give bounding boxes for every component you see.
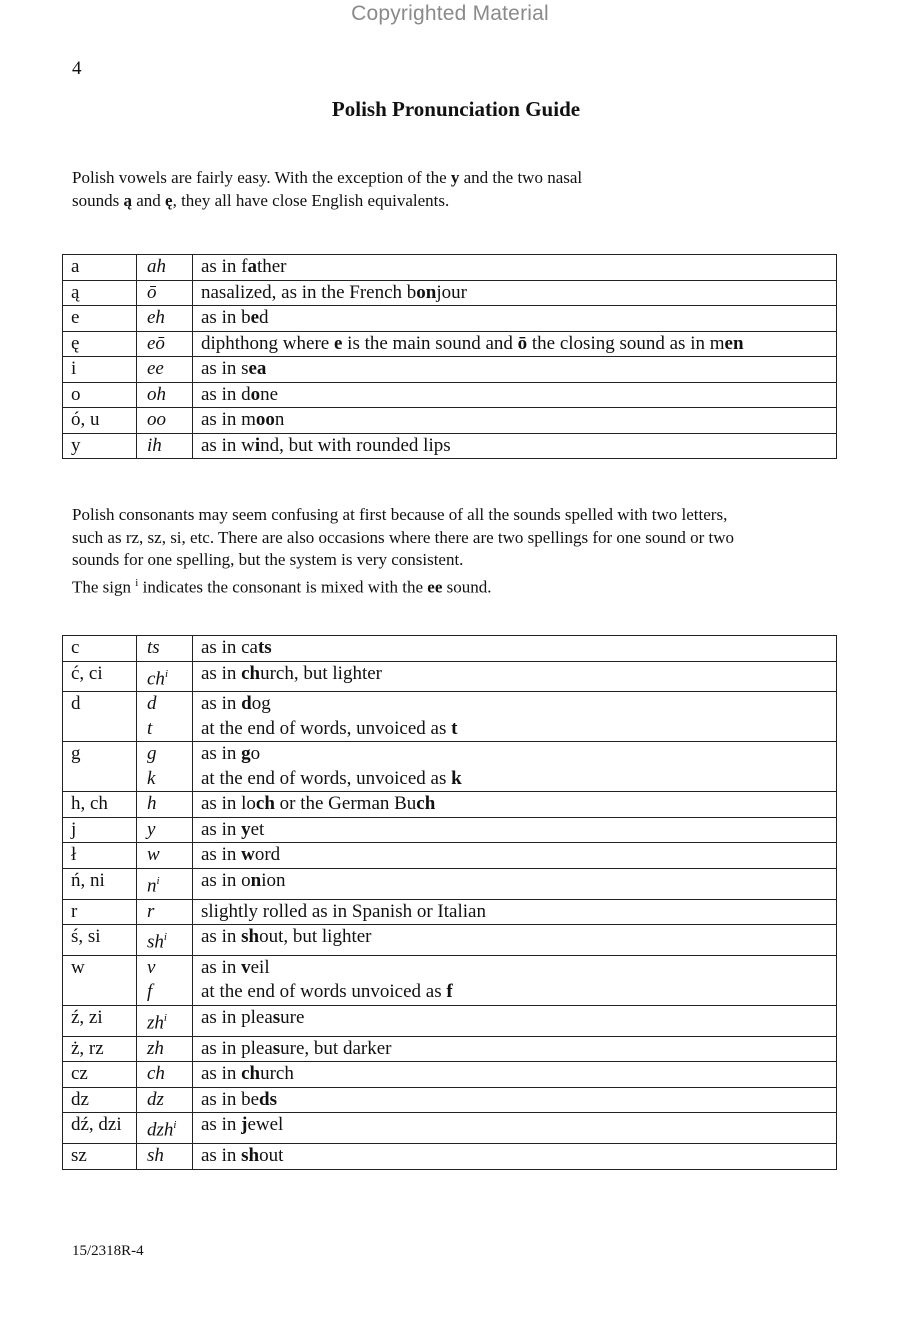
sound-cell: ts <box>137 636 193 662</box>
consonant-row <box>63 792 837 818</box>
sound-cell: oo <box>137 408 193 434</box>
consonant-row <box>63 636 837 662</box>
vowel-row <box>63 408 837 434</box>
page-footer-code: 15/2318R-4 <box>72 1243 144 1259</box>
description-cell: as in loch or the German Buch <box>193 792 837 818</box>
consonants-intro-paragraph <box>72 504 842 599</box>
paragraph-line: Polish vowels are fairly easy. With the exception of the y and the two nasal <box>72 168 583 187</box>
description-cell: as in shout <box>193 1144 837 1170</box>
description-cell: as in wind, but with rounded lips <box>193 433 837 459</box>
description-cell: as in church, but lighter <box>193 661 837 692</box>
sound-cell: ō <box>137 280 193 306</box>
description-cell: slightly rolled as in Spanish or Italian <box>193 899 837 925</box>
letter-cell: e <box>63 306 137 332</box>
consonant-row <box>63 899 837 925</box>
description-cell: as in pleasure, but darker <box>193 1036 837 1062</box>
sound-cell: ih <box>137 433 193 459</box>
sound-cell: g k <box>137 742 193 792</box>
consonant-table <box>62 635 837 1170</box>
paragraph-line: such as rz, sz, si, etc. There are also occasions where there are two spellings for one sound or two <box>72 527 734 547</box>
letter-cell: a <box>63 255 137 281</box>
sound-cell: y <box>137 817 193 843</box>
description-cell: as in church <box>193 1062 837 1088</box>
page-title: Polish Pronunciation Guide <box>331 97 581 121</box>
description-cell: diphthong where e is the main sound and ō the closing sound as in men <box>193 331 837 357</box>
description-cell: as in dog at the end of words, unvoiced as t <box>193 692 837 742</box>
sound-cell: r <box>137 899 193 925</box>
description-cell: as in done <box>193 382 837 408</box>
consonant-row <box>63 1087 837 1113</box>
letter-cell: ź, zi <box>63 1005 137 1036</box>
description-cell: as in shout, but lighter <box>193 925 837 956</box>
page-number: 4 <box>72 58 82 79</box>
letter-cell: ń, ni <box>63 868 137 899</box>
letter-cell: dz <box>63 1087 137 1113</box>
vowel-table <box>62 254 837 459</box>
sound-cell: ch <box>137 1062 193 1088</box>
letter-cell: ę <box>63 331 137 357</box>
paragraph-line: sounds ą and ę, they all have close English equivalents. <box>72 190 450 210</box>
letter-cell: ó, u <box>63 408 137 434</box>
letter-cell: h, ch <box>63 792 137 818</box>
sound-cell: sh <box>137 1144 193 1170</box>
sound-cell: $zh^i$ <box>137 1005 193 1036</box>
vowel-row <box>63 382 837 408</box>
consonant-row <box>63 1144 837 1170</box>
vowel-row <box>63 280 837 306</box>
description-cell: as in yet <box>193 817 837 843</box>
letter-cell: ą <box>63 280 137 306</box>
description-cell: nasalized, as in the French bonjour <box>193 280 837 306</box>
sound-cell: ah <box>137 255 193 281</box>
description-cell: as in father <box>193 255 837 281</box>
sound-cell: $sh^i$ <box>137 925 193 956</box>
vowel-row <box>63 357 837 383</box>
sound-cell: eō <box>137 331 193 357</box>
consonant-row <box>63 1005 837 1036</box>
description-cell: as in sea <box>193 357 837 383</box>
sound-cell: eh <box>137 306 193 332</box>
letter-cell: ś, si <box>63 925 137 956</box>
paragraph-line: Polish consonants may seem confusing at first because of all the sounds spelled with two letters, <box>72 505 728 524</box>
letter-cell: dź, dzi <box>63 1113 137 1144</box>
letter-cell: g <box>63 742 137 792</box>
consonant-row <box>63 868 837 899</box>
consonant-row <box>63 1036 837 1062</box>
paragraph-line: sounds for one spelling, but the system is very consistent. <box>72 550 464 570</box>
sound-cell: $ch^i$ <box>137 661 193 692</box>
consonant-row <box>63 955 837 1005</box>
consonant-row <box>63 661 837 692</box>
sound-cell: w <box>137 843 193 869</box>
description-cell: as in jewel <box>193 1113 837 1144</box>
consonant-row <box>63 843 837 869</box>
letter-cell: c <box>63 636 137 662</box>
description-cell: as in beds <box>193 1087 837 1113</box>
sound-cell: dz <box>137 1087 193 1113</box>
consonant-row <box>63 817 837 843</box>
sound-cell: oh <box>137 382 193 408</box>
description-cell: as in onion <box>193 868 837 899</box>
vowel-row <box>63 433 837 459</box>
description-cell: as in cats <box>193 636 837 662</box>
letter-cell: r <box>63 899 137 925</box>
description-cell: as in veil at the end of words unvoiced as f <box>193 955 837 1005</box>
letter-cell: i <box>63 357 137 383</box>
description-cell: as in go at the end of words, unvoiced as k <box>193 742 837 792</box>
description-cell: as in word <box>193 843 837 869</box>
consonant-row <box>63 1113 837 1144</box>
vowel-row <box>63 306 837 332</box>
letter-cell: y <box>63 433 137 459</box>
letter-cell: ł <box>63 843 137 869</box>
consonant-row <box>63 742 837 792</box>
description-cell: as in bed <box>193 306 837 332</box>
vowels-intro-paragraph <box>72 167 842 212</box>
letter-cell: w <box>63 955 137 1005</box>
letter-cell: cz <box>63 1062 137 1088</box>
letter-cell: o <box>63 382 137 408</box>
sound-cell: v f <box>137 955 193 1005</box>
description-cell: as in moon <box>193 408 837 434</box>
sound-cell: h <box>137 792 193 818</box>
sound-cell: dzh$^i$ <box>137 1113 193 1144</box>
letter-cell: sz <box>63 1144 137 1170</box>
vowel-row <box>63 255 837 281</box>
consonant-row <box>63 1062 837 1088</box>
sound-cell: ee <box>137 357 193 383</box>
letter-cell: ć, ci <box>63 661 137 692</box>
consonant-row <box>63 925 837 956</box>
vowel-row <box>63 331 837 357</box>
letter-cell: j <box>63 817 137 843</box>
sound-cell: d t <box>137 692 193 742</box>
description-cell: as in pleasure <box>193 1005 837 1036</box>
sound-cell: zh <box>137 1036 193 1062</box>
letter-cell: d <box>63 692 137 742</box>
copyright-watermark: Copyrighted Material <box>351 2 549 25</box>
paragraph-line: The sign $^i$ indicates the consonant is mixed with the ee sound. <box>72 576 492 597</box>
consonant-row <box>63 692 837 742</box>
sound-cell: $n^i$ <box>137 868 193 899</box>
letter-cell: ż, rz <box>63 1036 137 1062</box>
